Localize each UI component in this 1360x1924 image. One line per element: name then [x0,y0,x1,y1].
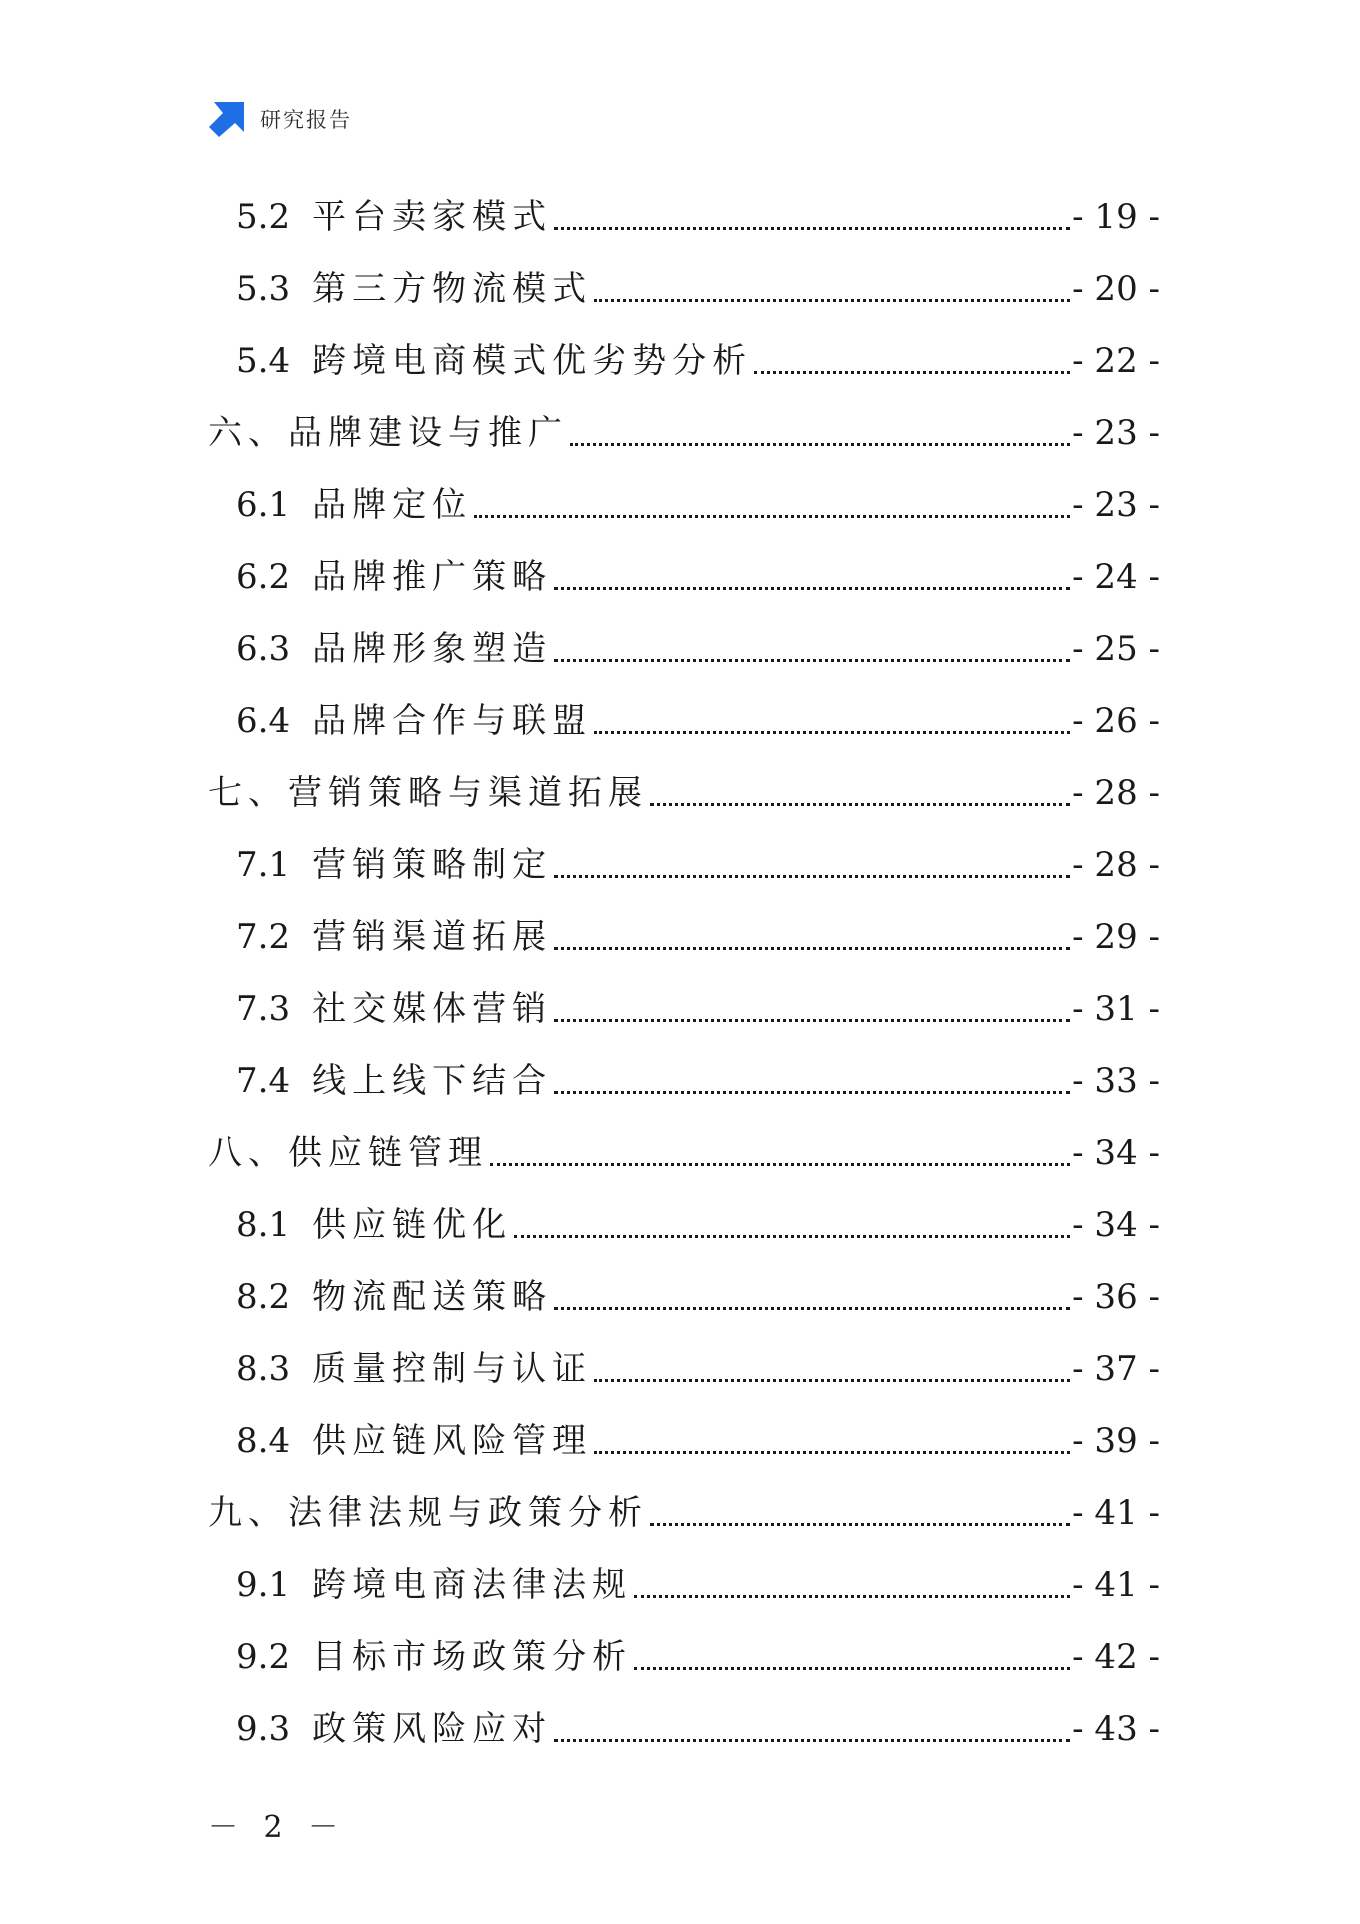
toc-entry-title: 品牌推广策略 [312,557,553,597]
toc-dot-leader [592,272,1070,306]
toc-page-number: - 25 - [1072,629,1160,669]
arrow-up-right-icon [208,100,246,138]
toc-entry-number: 5.3 [236,269,291,309]
toc-section-entry[interactable] [208,168,1160,240]
toc-entry-title: 第三方物流模式 [312,269,593,309]
toc-entry-number: 5.2 [236,197,291,237]
toc-entry-title: 质量控制与认证 [312,1349,593,1389]
toc-entry-title: 目标市场政策分析 [312,1637,633,1677]
toc-entry-number: 9.3 [236,1709,291,1749]
toc-page-number: - 36 - [1072,1277,1160,1317]
toc-entry-title: 品牌合作与联盟 [312,701,593,741]
toc-dot-leader [552,1064,1070,1098]
toc-entry-title: 九、法律法规与政策分析 [208,1493,648,1533]
toc-entry-number: 6.3 [236,629,291,669]
toc-entry-title: 营销渠道拓展 [312,917,553,957]
toc-entry-number: 8.4 [236,1421,291,1461]
toc-page-number: - 23 - [1072,413,1160,453]
toc-entry-title: 供应链优化 [312,1205,513,1245]
toc-page-number: - 22 - [1072,341,1160,381]
toc-dot-leader [488,1136,1070,1170]
toc-chapter-entry[interactable] [208,384,1160,456]
toc-section-entry[interactable] [208,1680,1160,1752]
toc-entry-title: 七、营销策略与渠道拓展 [208,773,648,813]
header-title: 研究报告 [260,108,352,132]
toc-dot-leader [552,560,1070,594]
toc-entry-title: 物流配送策略 [312,1277,553,1317]
toc-entry-title: 品牌形象塑造 [312,629,553,669]
toc-page-number: - 23 - [1072,485,1160,525]
toc-entry-number: 7.4 [236,1061,291,1101]
toc-dot-leader [552,1712,1070,1746]
toc-section-entry[interactable] [208,1032,1160,1104]
toc-entry-number: 6.1 [236,485,291,525]
toc-page-number: - 43 - [1072,1709,1160,1749]
toc-dot-leader [552,920,1070,954]
toc-page-number: - 20 - [1072,269,1160,309]
report-header [208,98,352,140]
toc-entry-number: 6.2 [236,557,291,597]
toc-entry-number: 8.1 [236,1205,291,1245]
toc-page-number: - 39 - [1072,1421,1160,1461]
toc-page-number: - 34 - [1072,1133,1160,1173]
toc-section-entry[interactable] [208,672,1160,744]
toc-chapter-entry[interactable] [208,744,1160,816]
toc-section-entry[interactable] [208,1536,1160,1608]
toc-entry-title: 营销策略制定 [312,845,553,885]
toc-page-number: - 31 - [1072,989,1160,1029]
toc-page-number: - 24 - [1072,557,1160,597]
toc-dot-leader [632,1640,1070,1674]
toc-dot-leader [592,704,1070,738]
toc-page-number: - 28 - [1072,845,1160,885]
toc-entry-number: 8.3 [236,1349,291,1389]
toc-page-number: - 26 - [1072,701,1160,741]
toc-page-number: - 41 - [1072,1493,1160,1533]
toc-dot-leader [568,416,1070,450]
toc-page-number: - 33 - [1072,1061,1160,1101]
toc-entry-title: 品牌定位 [312,485,473,525]
toc-page-number: - 28 - [1072,773,1160,813]
toc-dot-leader [552,200,1070,234]
table-of-contents [208,168,1160,1752]
toc-entry-title: 政策风险应对 [312,1709,553,1749]
toc-section-entry[interactable] [208,1320,1160,1392]
toc-entry-number: 5.4 [236,341,291,381]
toc-chapter-entry[interactable] [208,1464,1160,1536]
toc-dot-leader [752,344,1070,378]
toc-dot-leader [472,488,1070,522]
toc-page-number: - 29 - [1072,917,1160,957]
toc-section-entry[interactable] [208,312,1160,384]
toc-section-entry[interactable] [208,240,1160,312]
toc-entry-number: 7.3 [236,989,291,1029]
toc-entry-number: 9.2 [236,1637,291,1677]
toc-dot-leader [648,1496,1070,1530]
toc-dot-leader [552,992,1070,1026]
toc-page-number: - 19 - [1072,197,1160,237]
toc-entry-title: 跨境电商法律法规 [312,1565,633,1605]
toc-dot-leader [648,776,1070,810]
toc-entry-title: 八、供应链管理 [208,1133,488,1173]
toc-dot-leader [552,1280,1070,1314]
toc-dot-leader [592,1352,1070,1386]
toc-dot-leader [552,632,1070,666]
toc-section-entry[interactable] [208,816,1160,888]
toc-page-number: - 41 - [1072,1565,1160,1605]
toc-dot-leader [592,1424,1070,1458]
toc-page-number: - 34 - [1072,1205,1160,1245]
toc-section-entry[interactable] [208,600,1160,672]
toc-dot-leader [552,848,1070,882]
toc-page-number: - 37 - [1072,1349,1160,1389]
toc-entry-number: 7.1 [236,845,291,885]
toc-entry-number: 6.4 [236,701,291,741]
page-number: － 2 － [208,1810,347,1845]
toc-entry-number: 9.1 [236,1565,291,1605]
toc-entry-number: 7.2 [236,917,291,957]
toc-dot-leader [512,1208,1070,1242]
toc-entry-title: 线上线下结合 [312,1061,553,1101]
toc-dot-leader [632,1568,1070,1602]
toc-chapter-entry[interactable] [208,1104,1160,1176]
toc-entry-title: 供应链风险管理 [312,1421,593,1461]
toc-section-entry[interactable] [208,888,1160,960]
toc-section-entry[interactable] [208,1392,1160,1464]
logo-shape [209,102,244,137]
toc-entry-title: 社交媒体营销 [312,989,553,1029]
toc-section-entry[interactable] [208,456,1160,528]
toc-entry-title: 平台卖家模式 [312,197,553,237]
toc-section-entry[interactable] [208,528,1160,600]
toc-entry-title: 跨境电商模式优劣势分析 [312,341,753,381]
toc-section-entry[interactable] [208,1176,1160,1248]
toc-entry-number: 8.2 [236,1277,291,1317]
toc-page-number: - 42 - [1072,1637,1160,1677]
toc-section-entry[interactable] [208,1248,1160,1320]
toc-entry-title: 六、品牌建设与推广 [208,413,568,453]
toc-section-entry[interactable] [208,960,1160,1032]
toc-section-entry[interactable] [208,1608,1160,1680]
